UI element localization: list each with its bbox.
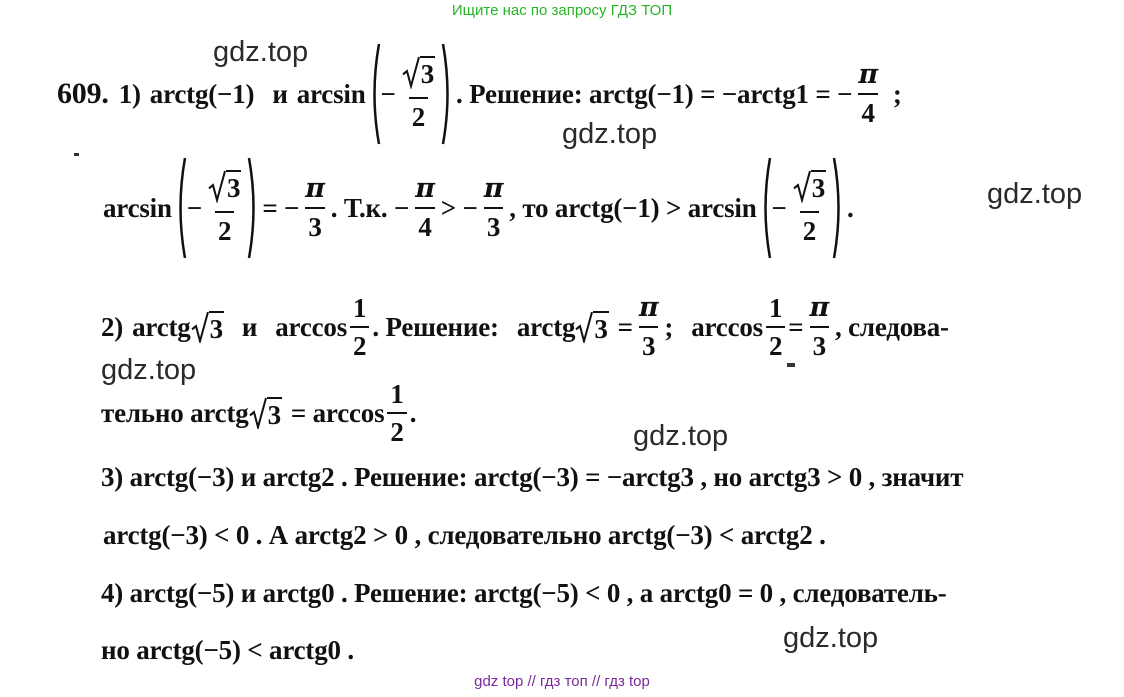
- scan-speck: [787, 363, 795, 367]
- part3-line1: 3) arctg(−3) и arctg2 . Решение: arctg(−3) = −arctg3 , но arctg3 > 0 , значит: [101, 462, 964, 492]
- watermark: gdz.top: [987, 178, 1083, 210]
- fraction: $\frac{3}{2}$: [399, 56, 438, 131]
- scan-speck: [74, 153, 79, 156]
- paren-expression: − $\frac{3}{2}$: [760, 156, 845, 260]
- watermark: gdz.top: [633, 420, 729, 452]
- part1-line2: arcsin − $\frac{3}{2}$ = − $\frac{\pi}{3}$ . Т.к. − $\frac{\pi}{4}$ > − $\frac{\pi}{3}$ , то arctg(−1) > arcsin − $\frac{3}{2}$ .: [103, 156, 854, 260]
- part3-line2: arctg(−3) < 0 . А arctg2 > 0 , следовательно arctg(−3) < arctg2 .: [103, 520, 826, 550]
- fraction: $\frac{1}{2}$: [766, 294, 785, 360]
- fraction: $\frac{\pi}{3}$: [809, 292, 830, 361]
- part2-line2: тельно arctg 3 = arccos $\frac{1}{2}$ .: [101, 379, 417, 447]
- fraction: $\frac{1}{2}$: [350, 294, 369, 360]
- part4-line2: но arctg(−5) < arctg0 .: [101, 635, 354, 665]
- fraction: $\frac{3}{2}$: [205, 170, 244, 245]
- part4-line1: 4) arctg(−5) и arctg0 . Решение: arctg(−5) < 0 , а arctg0 = 0 , следователь-: [101, 578, 947, 608]
- fraction: $\frac{\pi}{4}$: [858, 59, 878, 128]
- sqrt: 3: [575, 311, 608, 343]
- fraction: $\frac{1}{2}$: [387, 380, 406, 446]
- part2-line1: 2) arctg 3 и arccos $\frac{1}{2}$ . Решение: arctg 3 = $\frac{\pi}{3}$ ; arccos $\frac{1}{2}$ = $\frac{\pi}{3}$ , следова-: [101, 292, 949, 361]
- fraction: $\frac{\pi}{3}$: [638, 292, 659, 361]
- fraction: $\frac{\pi}{3}$: [483, 173, 504, 242]
- sqrt: 3: [191, 311, 224, 343]
- sqrt: 3: [249, 397, 282, 429]
- watermark: gdz.top: [213, 36, 309, 68]
- paren-expression: − $\frac{3}{2}$: [175, 156, 260, 260]
- task-number: 609.: [57, 77, 109, 110]
- fraction: $\frac{\pi}{3}$: [305, 173, 325, 242]
- search-banner[interactable]: Ищите нас по запросу ГДЗ ТОП: [451, 2, 673, 19]
- part1-line1: 609. 1) arctg(−1) и arcsin − $\frac{3}{2}$ . Решение: arctg(−1) = −arctg1 = − $\frac{\pi}{4}$ ;: [57, 42, 902, 146]
- footer-links[interactable]: gdz top // гдз топ // гдз top: [474, 673, 650, 690]
- paren-expression: − $\frac{3}{2}$: [369, 42, 454, 146]
- fraction: $\frac{3}{2}$: [790, 170, 829, 245]
- watermark: gdz.top: [783, 622, 879, 654]
- fraction: $\frac{\pi}{4}$: [415, 173, 435, 242]
- watermark: gdz.top: [562, 118, 658, 150]
- watermark: gdz.top: [101, 354, 197, 386]
